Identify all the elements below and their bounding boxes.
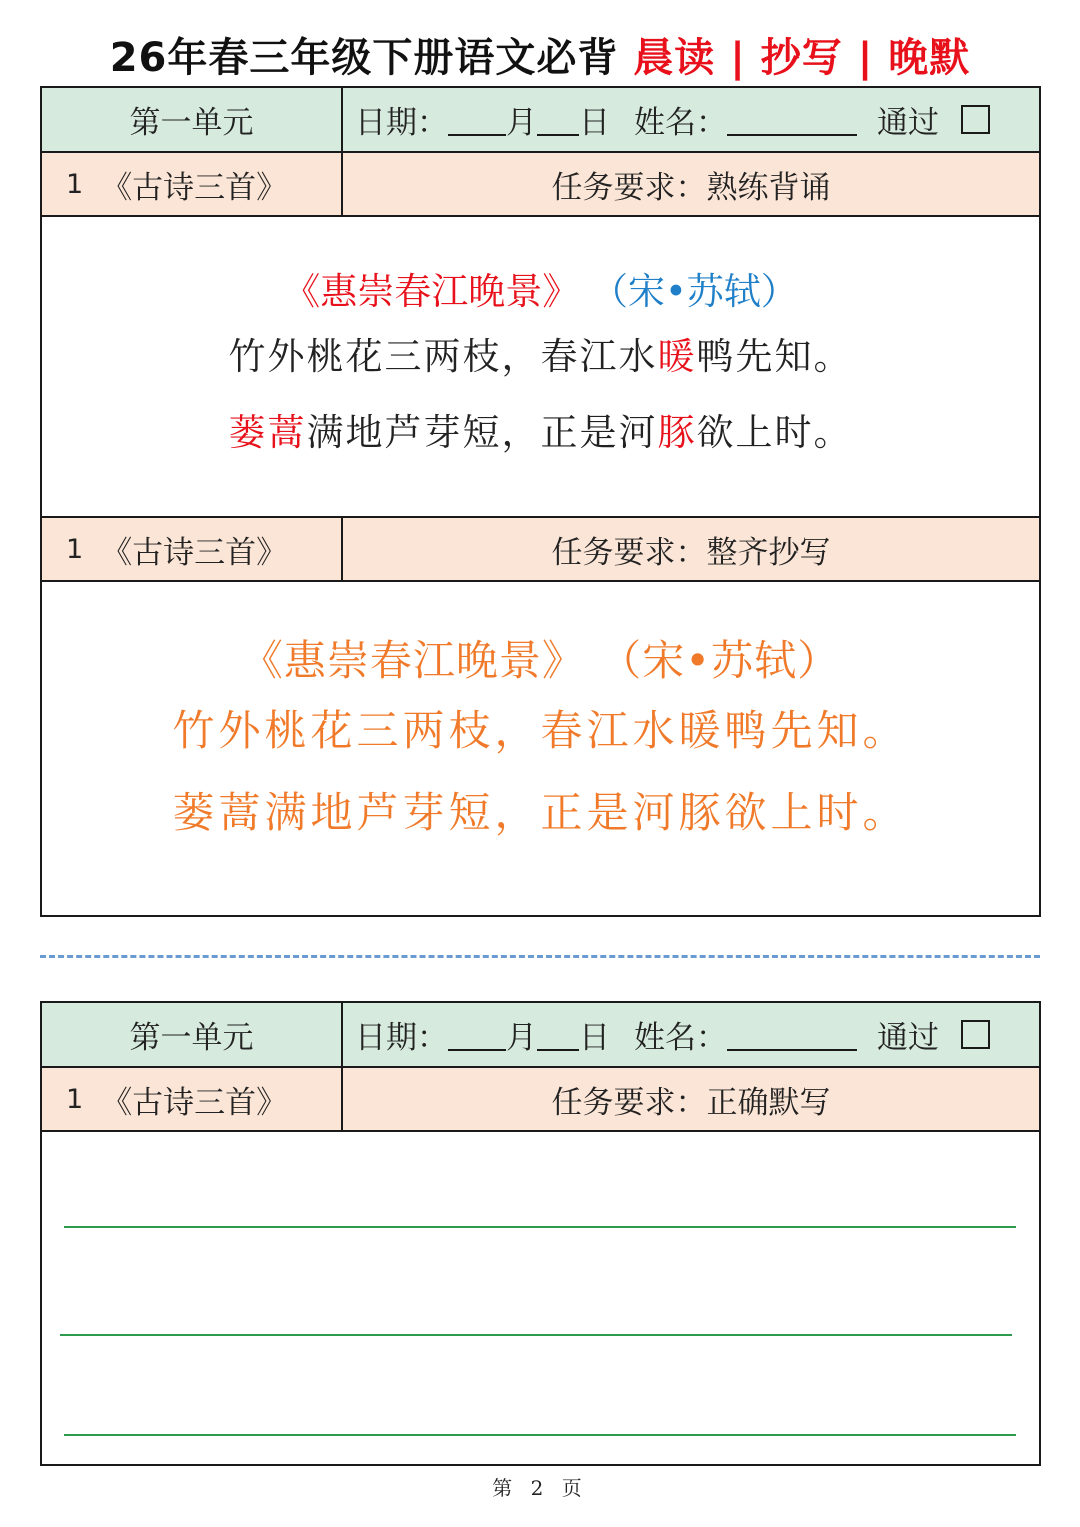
header-row [42,1003,1039,1068]
month-label: 月 [506,105,537,141]
pass-checkbox[interactable] [961,105,990,134]
name-label: 姓名： [634,105,727,141]
poem-copy-title: 《惠崇春江晚景》 [240,636,585,685]
poem-line-1-text-a: 竹外桃花三两枝，春江水 [228,335,658,378]
requirement-cell [343,153,1039,215]
cut-line-divider [40,955,1040,958]
unit-label: 第一单元 [129,1020,254,1056]
poem-copy-block [42,582,1039,915]
poem-line-2-highlight-b: 豚 [657,411,697,454]
day-blank[interactable] [537,104,579,136]
poem-line-2 [42,395,1039,471]
poem-line-1-highlight: 暖 [657,335,697,378]
poem-copy-heading [42,632,1039,690]
poem-recite-block [42,217,1039,518]
day-label: 日 [579,1020,610,1056]
pass-checkbox[interactable] [961,1020,990,1049]
info-cell [343,88,1039,151]
poem-line-2-text-b: 欲上时。 [696,411,853,454]
lesson-title: 《古诗三首》 [101,1084,288,1121]
writing-line [64,1434,1016,1436]
task-requirement: 任务要求：熟练背诵 [551,169,831,206]
info-cell [343,1003,1039,1066]
date-label: 日期： [355,1020,448,1056]
task-row-recite [42,153,1039,217]
worksheet-recite-copy [40,86,1041,917]
writing-line [60,1334,1012,1336]
month-blank[interactable] [448,1019,506,1051]
month-label: 月 [506,1020,537,1056]
writing-area[interactable] [42,1132,1039,1464]
poem-copy-author: （宋•苏轼） [599,636,841,685]
page-title [0,26,1080,83]
page-title-separator: | [730,35,746,81]
lesson-number: 1 [66,1083,84,1115]
poem-line-2-highlight-a: 蒌蒿 [228,411,307,454]
pass-label: 通过 [877,105,939,141]
page-number: 第 2 页 [492,1476,588,1500]
task-row-copy [42,518,1039,582]
poem-heading [42,265,1039,319]
month-blank[interactable] [448,104,506,136]
poem-copy-line-2: 蒌蒿满地芦芽短，正是河豚欲上时。 [172,788,909,837]
unit-label: 第一单元 [129,105,254,141]
name-blank[interactable] [727,104,857,136]
requirement-cell [343,518,1039,580]
writing-line [64,1226,1016,1228]
worksheet-dictation [40,1001,1041,1466]
lesson-cell [42,1068,343,1130]
task-row-dictation [42,1068,1039,1132]
lesson-cell [42,518,343,580]
page-title-tag-copy: 抄写 [760,35,843,81]
name-label: 姓名： [634,1020,727,1056]
lesson-number: 1 [66,168,84,200]
lesson-number: 1 [66,533,84,565]
lesson-title: 《古诗三首》 [101,169,288,206]
lesson-title: 《古诗三首》 [101,534,288,571]
page-title-tag-evening: 晚默 [888,35,971,81]
poem-line-1 [42,319,1039,395]
task-requirement: 任务要求：整齐抄写 [551,534,831,571]
lesson-cell [42,153,343,215]
poem-line-1-text-b: 鸭先知。 [696,335,853,378]
header-row [42,88,1039,153]
page-title-main: 26年春三年级下册语文必背 [109,35,619,81]
task-requirement: 任务要求：正确默写 [551,1084,831,1121]
day-blank[interactable] [537,1019,579,1051]
page-title-tag-morning: 晨读 [633,35,716,81]
poem-title: 《惠崇春江晚景》 [283,270,580,313]
unit-cell [42,88,343,151]
pass-label: 通过 [877,1020,939,1056]
requirement-cell [343,1068,1039,1130]
day-label: 日 [579,105,610,141]
poem-author: （宋•苏轼） [590,270,798,313]
poem-line-2-text-a: 满地芦芽短，正是河 [306,411,658,454]
page-title-separator: | [857,35,874,81]
unit-cell [42,1003,343,1066]
date-label: 日期： [355,105,448,141]
poem-copy-line-1: 竹外桃花三两枝，春江水暖鸭先知。 [172,706,909,755]
name-blank[interactable] [727,1019,857,1051]
